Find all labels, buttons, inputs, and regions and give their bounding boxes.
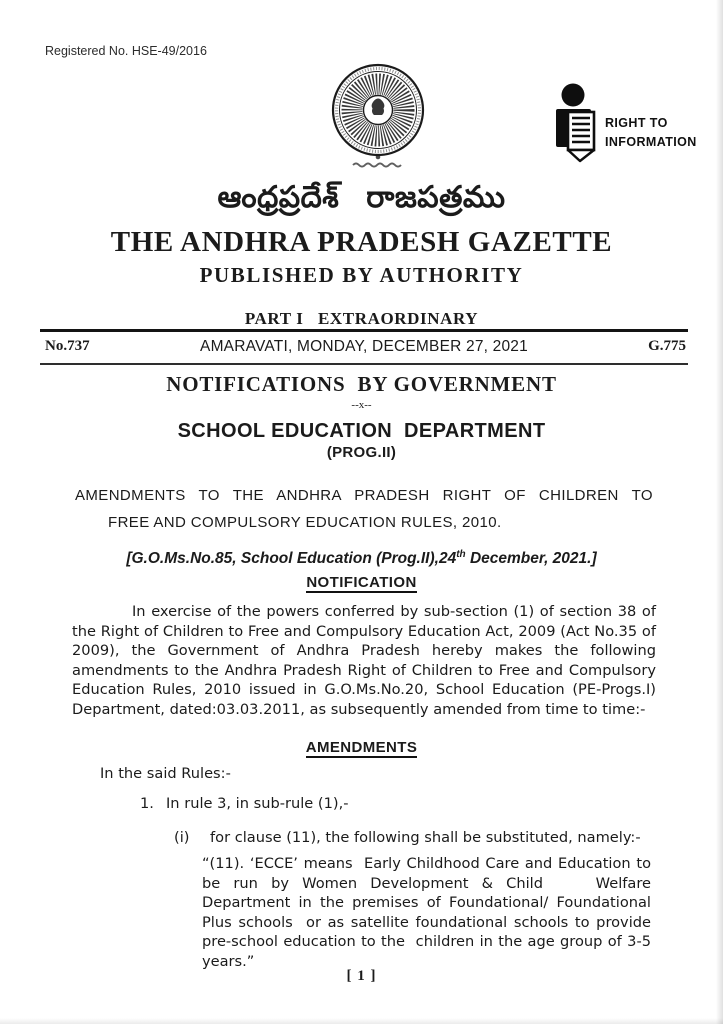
go-ms-reference (0, 549, 723, 568)
in-said-rules-line: In the said Rules:- (100, 765, 231, 782)
masthead-rule-bottom (40, 363, 688, 365)
department-heading: SCHOOL EDUCATION DEPARTMENT (177, 420, 546, 442)
sub-item-number: (i) (174, 829, 190, 846)
subject-block (75, 487, 653, 531)
notification-heading: NOTIFICATION (306, 574, 417, 591)
amendment-item-text: In rule 3, in sub-rule (1),- (166, 795, 349, 812)
gazette-code: G.775 (648, 338, 686, 354)
rti-label (605, 114, 697, 152)
subject-line-1: AMENDMENTS TO THE ANDHRA PRADESH RIGHT OF CHILDREN TO (75, 487, 653, 504)
notifications-by-government-heading: NOTIFICATIONS BY GOVERNMENT (166, 372, 557, 396)
go-ref-text: [G.O.Ms.No.85, School Education (Prog.II),24 (126, 550, 457, 568)
page-number: [ 1 ] (346, 968, 377, 984)
gazette-subtitle: PUBLISHED BY AUTHORITY (199, 263, 524, 287)
go-ref-ordinal: th (456, 549, 466, 560)
x-divider: --x-- (351, 399, 372, 411)
sub-item-text: for clause (11), the following shall be substituted, namely:- (210, 829, 641, 846)
registered-number: Registered No. HSE-49/2016 (45, 44, 207, 58)
amendment-item-number: 1. (140, 795, 154, 812)
right-to-information-logo (552, 82, 697, 170)
notification-preamble: In exercise of the powers conferred by sub-section (1) of section 38 of the Right of Children to Free and Compulsory Education Act, 2009 (Act No.35 of 2009), the Government of Andhra Pradesh hereby makes the following amendments to the Andhra Pradesh Right of Children to Free and Compulsory Education Rules, 2010 issued in G.O.Ms.No.20, School Education (PE-Progs.I) Department, dated:03.03.2011, as subsequently amended from time to time:- (72, 603, 656, 718)
telugu-masthead-title: ఆంధ్రప్రదేశ్ రాజపత్రము (217, 180, 506, 215)
ap-government-seal-icon (329, 62, 427, 170)
rti-label-line1: RIGHT TO (605, 116, 668, 130)
rti-label-line2: INFORMATION (605, 135, 697, 149)
rti-figure-icon (552, 82, 602, 168)
amendments-heading: AMENDMENTS (305, 739, 418, 756)
part-extraordinary-line: PART I EXTRAORDINARY (244, 309, 479, 328)
subject-line-2: FREE AND COMPULSORY EDUCATION RULES, 2010. (108, 514, 502, 531)
masthead-rule-top (40, 329, 688, 332)
gazette-title: THE ANDHRA PRADESH GAZETTE (110, 226, 613, 258)
issue-number: No.737 (45, 338, 90, 354)
place-date-line: AMARAVATI, MONDAY, DECEMBER 27, 2021 (200, 338, 528, 355)
department-wing: (PROG.II) (326, 444, 397, 461)
substituted-clause-text: “(11). ‘ECCE’ means Early Childhood Care and Education to be run by Women Development & Child Welfare Department in the premises of Foundational/ Foundational Plus schools or as satellite foundational schools to provide pre-school education to the children in the age group of 3-5 years.” (202, 855, 656, 970)
masthead-info-row (40, 337, 688, 357)
go-ref-tail: December, 2021.] (465, 550, 597, 568)
